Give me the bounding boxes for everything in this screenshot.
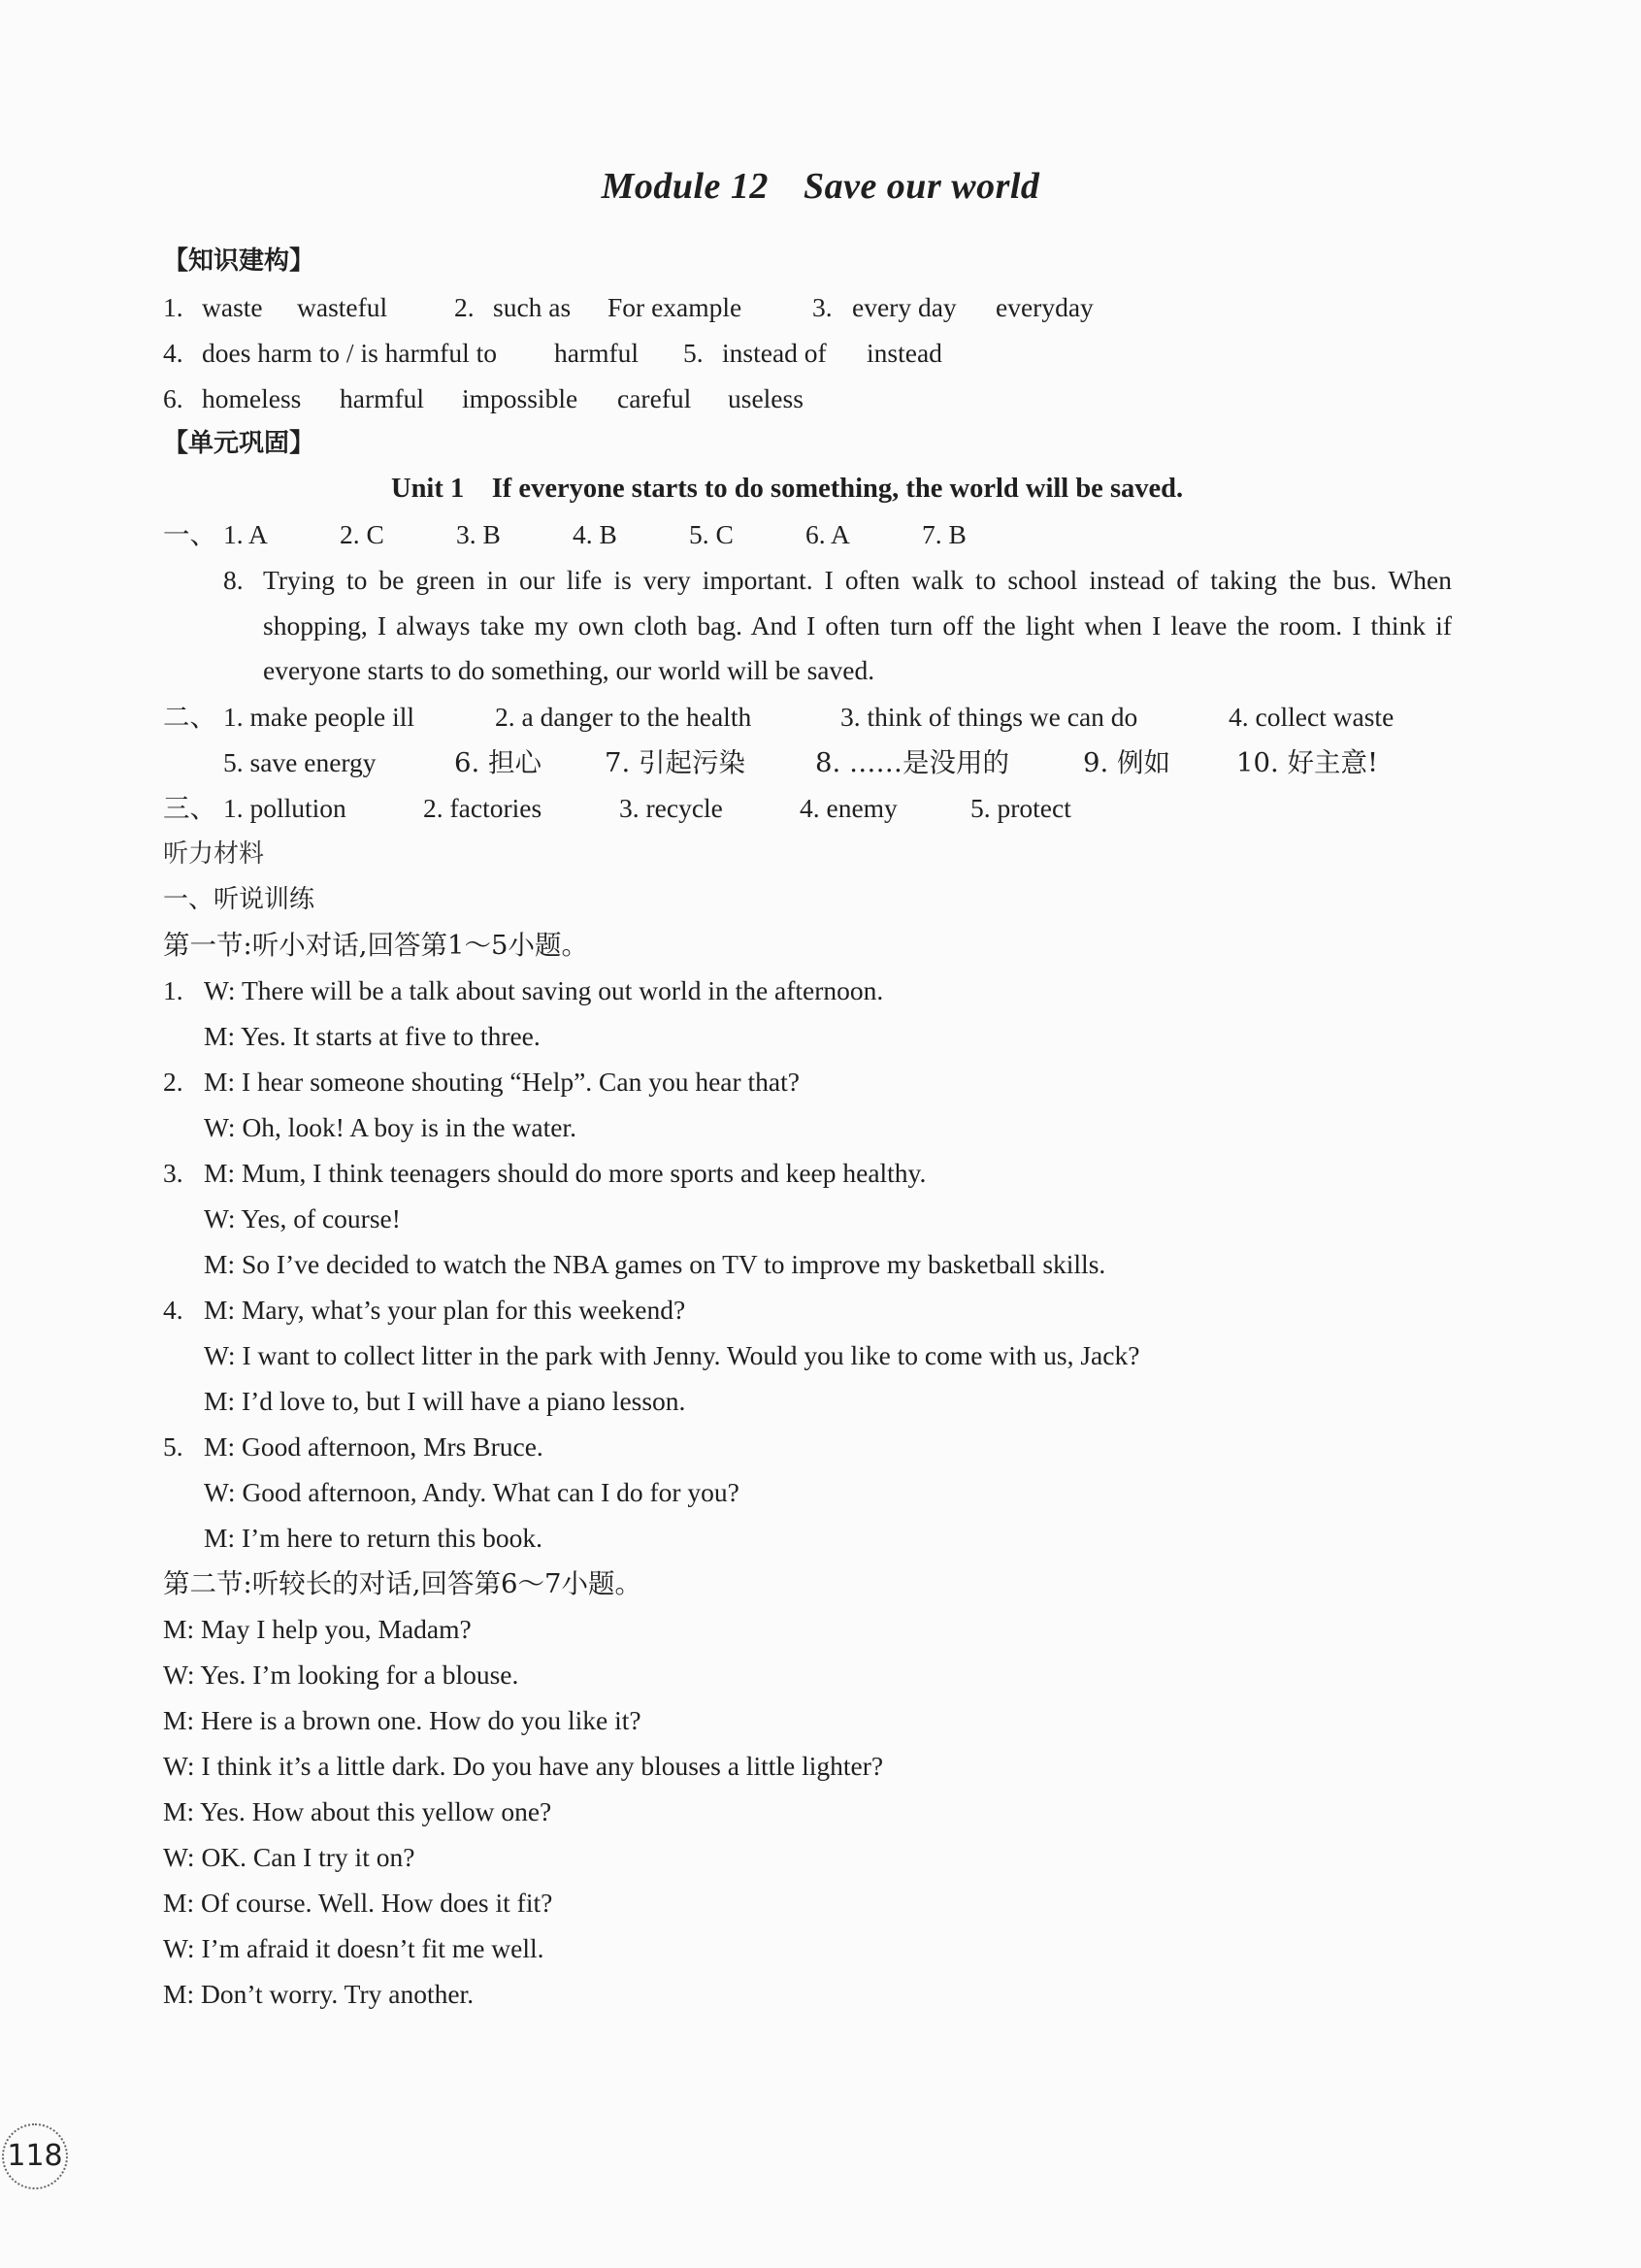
dialogue-line: M: Good afternoon, Mrs Bruce. — [204, 1431, 543, 1462]
dialogue-number: 3. — [163, 1158, 183, 1188]
dialogue-line: M: So I’ve decided to watch the NBA games on TV to improve my basketball skills. — [204, 1249, 1106, 1279]
answer-text: 4. B — [573, 519, 617, 549]
answer-text: homeless — [202, 383, 302, 413]
answer-text: 7. 引起污染 — [605, 747, 745, 778]
answer-text: 7. B — [922, 519, 967, 549]
answer-text: 6. A — [805, 519, 850, 549]
answer-text: careful — [617, 383, 692, 413]
answer-text: instead of — [722, 338, 827, 368]
review-heading: 【单元巩固】 — [163, 429, 315, 458]
dialogue-number: 4. — [163, 1295, 183, 1325]
dialogue-line: W: I want to collect litter in the park with Jenny. Would you like to come with us, Jack? — [204, 1340, 1140, 1370]
answer-text: wasteful — [297, 292, 388, 322]
answer-text: instead — [867, 338, 942, 368]
answer-text: 5. save energy — [223, 747, 377, 777]
answer-text: 2. — [454, 292, 475, 322]
unit-title: Unit 1 If everyone starts to do something, the world will be saved. — [391, 474, 1184, 504]
dialogue-line: M: I’d love to, but I will have a piano lesson. — [204, 1386, 686, 1416]
long-dialogue-line: W: I’m afraid it doesn’t fit me well. — [163, 1933, 544, 1963]
item8-number: 8. — [223, 565, 244, 595]
dialogue-line: M: Yes. It starts at five to three. — [204, 1021, 541, 1051]
dialogue-line: M: I’m here to return this book. — [204, 1523, 543, 1553]
answer-text: such as — [493, 292, 572, 322]
dialogue-line: W: Yes, of course! — [204, 1203, 401, 1233]
answer-text: 5. protect — [970, 793, 1071, 823]
item8-paragraph: Trying to be green in our life is very important. I often walk to school instead of taking the bus. When shopping, I always take my own cloth bag. And I often turn off the light when I leave the room. I think if everyone starts to do something, our world will be saved. — [263, 565, 1452, 685]
answer-text: 4. collect waste — [1229, 702, 1395, 732]
answer-text: everyday — [996, 292, 1094, 322]
answer-text: 2. a danger to the health — [495, 702, 752, 732]
answer-text: harmful — [554, 338, 640, 368]
answer-text: 6. — [163, 383, 183, 413]
answer-text: 3. B — [456, 519, 501, 549]
answer-text: 3. think of things we can do — [840, 702, 1138, 732]
answer-text: 2. factories — [423, 793, 542, 823]
module-title — [0, 165, 1641, 208]
section2-title: 第二节:听较长的对话,回答第6～7小题。 — [163, 1568, 641, 1599]
long-dialogue-line: M: Of course. Well. How does it fit? — [163, 1888, 553, 1918]
dialogue-line: W: Oh, look! A boy is in the water. — [204, 1112, 576, 1142]
long-dialogue-line: W: I think it’s a little dark. Do you have any blouses a little lighter? — [163, 1751, 884, 1781]
answer-text: 2. C — [340, 519, 384, 549]
answer-text: 4. enemy — [800, 793, 898, 823]
part-label: 一、 — [163, 519, 216, 550]
knowledge-heading: 【知识建构】 — [163, 247, 315, 276]
long-dialogue-line: W: OK. Can I try it on? — [163, 1842, 415, 1872]
answer-text: 1. A — [223, 519, 268, 549]
answer-text: useless — [728, 383, 804, 413]
dialogue-line: M: Mum, I think teenagers should do more sports and keep healthy. — [204, 1158, 927, 1188]
answer-text: 5. C — [689, 519, 734, 549]
answer-text: 10. 好主意! — [1236, 747, 1379, 778]
answer-text: 1. make people ill — [223, 702, 415, 732]
module-topic: Save our world — [803, 166, 1040, 207]
dialogue-number: 5. — [163, 1431, 183, 1462]
answer-text: 1. — [163, 292, 183, 322]
long-dialogue-line: M: May I help you, Madam? — [163, 1614, 472, 1644]
part-label: 二、 — [163, 702, 216, 733]
long-dialogue-line: M: Here is a brown one. How do you like it? — [163, 1705, 641, 1735]
part-label: 三、 — [163, 793, 216, 824]
answer-text: every day — [852, 292, 957, 322]
answer-text: 3. recycle — [619, 793, 723, 823]
answer-text: 1. pollution — [223, 793, 346, 823]
answer-text: waste — [202, 292, 263, 322]
long-dialogue-line: M: Don’t worry. Try another. — [163, 1979, 475, 2009]
listening-heading: 听力材料 — [163, 839, 265, 869]
answer-text: For example — [607, 292, 742, 322]
answer-text: 5. — [683, 338, 704, 368]
answer-text: 9. 例如 — [1083, 747, 1170, 778]
dialogue-number: 2. — [163, 1067, 183, 1097]
listening-subheading: 一、听说训练 — [163, 885, 315, 914]
answer-text: does harm to / is harmful to — [202, 338, 497, 368]
section1-title: 第一节:听小对话,回答第1～5小题。 — [163, 930, 588, 961]
dialogue-line: W: Good afternoon, Andy. What can I do for you? — [204, 1477, 739, 1507]
dialogue-number: 1. — [163, 975, 183, 1005]
answer-text: 8. ……是没用的 — [815, 747, 1009, 778]
answer-text: harmful — [340, 383, 425, 413]
long-dialogue-line: M: Yes. How about this yellow one? — [163, 1796, 552, 1826]
module-number: Module 12 — [601, 166, 769, 207]
answer-text: 3. — [812, 292, 833, 322]
dialogue-line: W: There will be a talk about saving out world in the afternoon. — [204, 975, 884, 1005]
dialogue-line: M: I hear someone shouting “Help”. Can you hear that? — [204, 1067, 800, 1097]
long-dialogue-line: W: Yes. I’m looking for a blouse. — [163, 1660, 519, 1690]
dialogue-line: M: Mary, what’s your plan for this weekend? — [204, 1295, 686, 1325]
answer-text: 4. — [163, 338, 183, 368]
answer-text: impossible — [462, 383, 578, 413]
answer-text: 6. 担心 — [454, 747, 542, 778]
page-number: 118 — [2, 2123, 68, 2189]
